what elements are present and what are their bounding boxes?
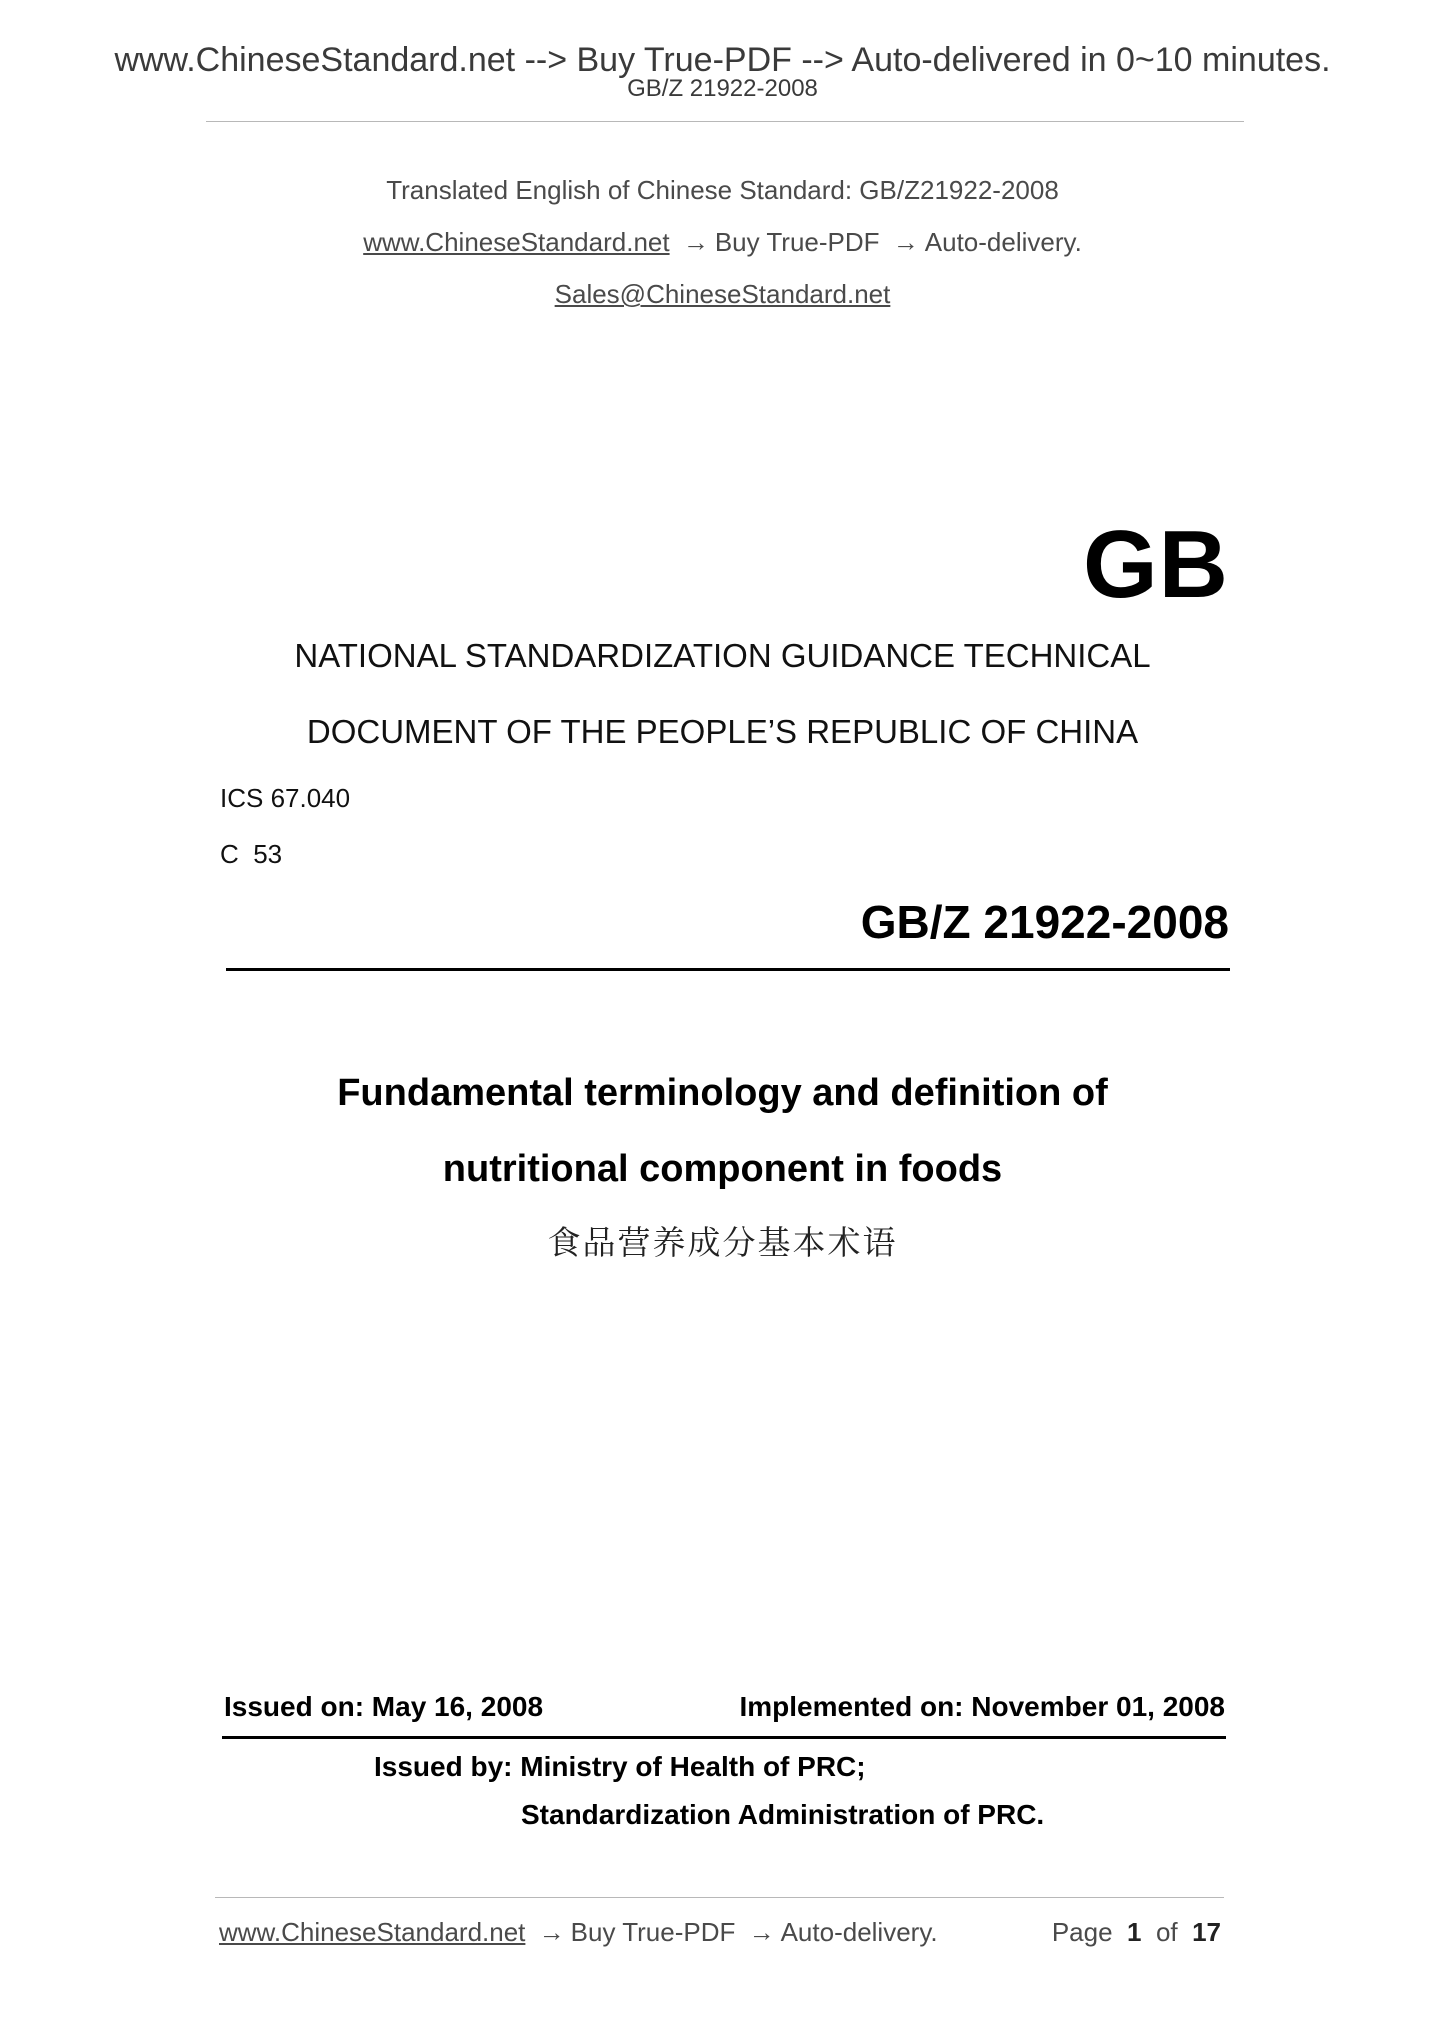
- document-type-line-2: DOCUMENT OF THE PEOPLE’S REPUBLIC OF CHINA: [306, 713, 1139, 750]
- title-line-2: nutritional component in foods: [442, 1148, 1003, 1190]
- purchase-line: [0, 226, 1445, 258]
- standard-number: GB/Z 21922-2008: [860, 896, 1229, 948]
- site-link[interactable]: www.ChineseStandard.net: [363, 227, 670, 257]
- gb-mark: GB: [1083, 511, 1229, 618]
- page-label: Page: [1051, 1917, 1113, 1947]
- of-label: of: [1155, 1917, 1178, 1947]
- arrow-right-icon: →: [682, 227, 709, 257]
- sales-email-link[interactable]: Sales@ChineseStandard.net: [554, 279, 891, 309]
- page-number: 1: [1127, 1917, 1142, 1947]
- delivery-text: Auto-delivery.: [924, 227, 1082, 257]
- issue-divider: [222, 1736, 1226, 1739]
- issued-on-date: Issued on: May 16, 2008: [224, 1691, 544, 1722]
- translated-notice: Translated English of Chinese Standard: GB/Z21922-2008: [386, 175, 1059, 205]
- issued-by-line-2: Standardization Administration of PRC.: [521, 1799, 1045, 1830]
- header-standard-code: GB/Z 21922-2008: [627, 75, 818, 102]
- buy-text: Buy True-PDF: [714, 227, 880, 257]
- arrow-right-icon: →: [892, 227, 919, 257]
- footer-divider: [215, 1897, 1224, 1898]
- standard-number-rule: [226, 968, 1230, 971]
- implemented-on-date: Implemented on: November 01, 2008: [739, 1691, 1225, 1722]
- title-line-1: Fundamental terminology and definition of: [337, 1072, 1108, 1114]
- ics-code: ICS 67.040: [220, 783, 351, 813]
- footer-site-link[interactable]: www.ChineseStandard.net: [219, 1917, 526, 1947]
- sales-email-line: [0, 278, 1445, 310]
- footer-delivery-text: Auto-delivery.: [780, 1917, 938, 1947]
- footer-buy-text: Buy True-PDF: [570, 1917, 736, 1947]
- classification-code: C 53: [220, 839, 283, 869]
- title-chinese: 食品营养成分基本术语: [547, 1223, 898, 1262]
- page-total: 17: [1192, 1917, 1221, 1947]
- document-type-line-1: NATIONAL STANDARDIZATION GUIDANCE TECHNICAL: [294, 637, 1151, 674]
- footer-purchase-line: [219, 1916, 938, 1948]
- arrow-right-icon: →: [748, 1917, 775, 1947]
- top-banner[interactable]: www.ChineseStandard.net --> Buy True-PDF --> Auto-delivered in 0~10 minutes.: [114, 41, 1331, 79]
- header-divider: [206, 121, 1244, 122]
- arrow-right-icon: →: [538, 1917, 565, 1947]
- page-indicator: [1052, 1916, 1221, 1948]
- issued-by-line-1: Issued by: Ministry of Health of PRC;: [374, 1751, 866, 1782]
